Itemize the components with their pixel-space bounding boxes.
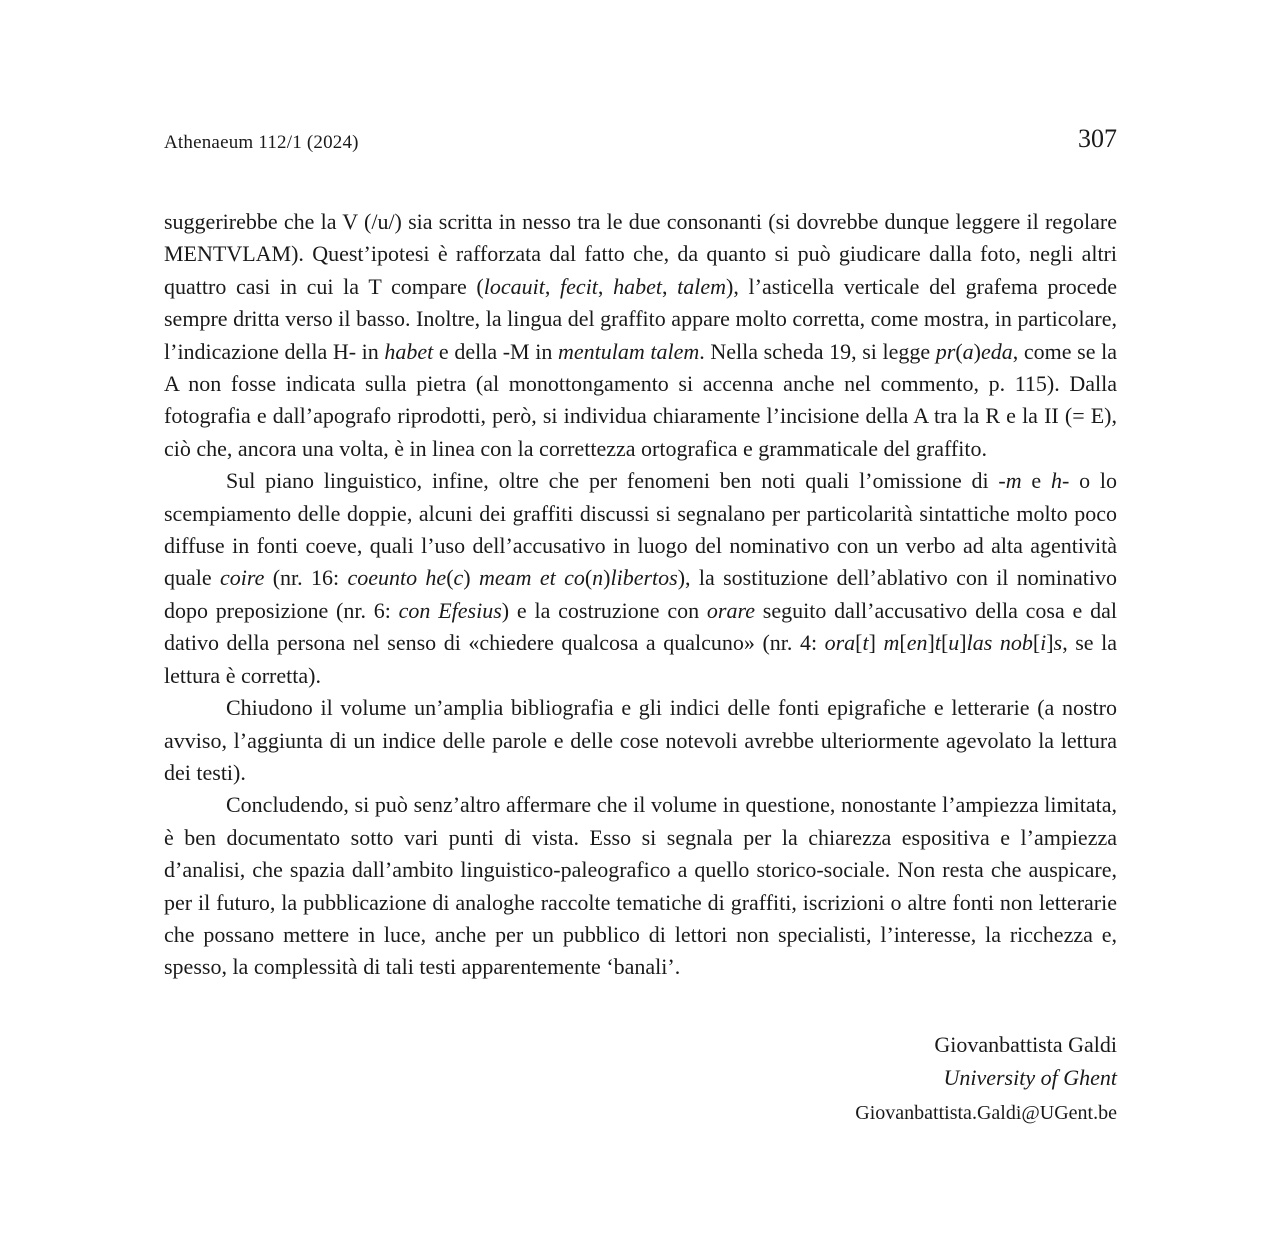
italic-run: talem <box>677 273 727 299</box>
paragraph-3 <box>164 692 1117 789</box>
italic-run: m <box>883 630 900 656</box>
italic-run: libertos <box>610 565 678 591</box>
page <box>164 120 1117 1130</box>
text-run: Sul piano linguistico, infine, oltre che per fenomeni ben noti quali l’omissione di - <box>226 468 1006 494</box>
italic-run: s <box>1053 630 1063 656</box>
signature-block <box>164 1028 1117 1130</box>
text-run: ] <box>868 630 884 656</box>
text-run: , come se la A non fosse indicata sulla pietra (al monottongamento si accenna anche nel commento, p. 115). Dalla fotografia e dall’apografo riprodotti, però, si individua chiaramente l’incisione della A tra la R e la II (= E), ciò che, ancora una volta, è in linea con la correttezza ortografica e grammaticale del graffito. <box>164 338 1117 461</box>
paragraph-2 <box>164 465 1117 692</box>
italic-run: coeunto he <box>347 565 447 591</box>
italic-run: n <box>592 565 604 591</box>
italic-run: con Efesius <box>398 597 502 623</box>
text-run: ( <box>446 565 454 591</box>
italic-run: i <box>1040 630 1047 656</box>
italic-run: habet <box>613 273 662 299</box>
paragraph-4 <box>164 789 1117 983</box>
italic-run: habet <box>384 338 434 364</box>
text-run: seguito dall’accusativo della cosa e dal dativo della persona nel senso di «chiedere qualcosa a qualcuno» (nr. 4: <box>164 597 1117 656</box>
text-run: . Nella scheda 19, si legge <box>699 338 936 364</box>
author-name: Giovanbattista Galdi <box>934 1031 1117 1057</box>
italic-run: fecit <box>560 273 598 299</box>
text-run: Chiudono il volume un’amplia bibliografia e gli indici delle fonti epigrafiche e letterarie (a nostro avviso, l’aggiunta di un indice delle parole e delle cose notevoli avrebbe ulteriormente agevolato la lettura dei testi). <box>164 695 1117 785</box>
text-run: ] <box>927 630 935 656</box>
text-run: ) <box>463 565 479 591</box>
italic-run: orare <box>706 597 755 623</box>
text-run: [ <box>899 630 907 656</box>
text-run: [ <box>1032 630 1041 656</box>
italic-run: locauit <box>483 273 545 299</box>
italic-run: eda <box>981 338 1013 364</box>
text-run: [ <box>855 630 863 656</box>
italic-run: h <box>1050 468 1062 494</box>
text-run: ) <box>973 338 981 364</box>
italic-run: las nob <box>966 630 1033 656</box>
text-run: ] <box>959 630 967 656</box>
italic-run: u <box>948 630 960 656</box>
italic-run: pr <box>935 338 956 364</box>
text-run: suggerirebbe che la V (/u/) sia scritta in nesso tra le due consonanti (si dovrebbe dunque leggere il regolare MENTVLAM). Quest’ipotesi è rafforzata dal fatto che, da quanto si può giudicare dalla foto, negli altri quattro casi in cui la T compare ( <box>164 209 1117 299</box>
italic-run: coire <box>219 565 265 591</box>
text-run: Concludendo, si può senz’altro affermare che il volume in questione, nonostante l’ampiezza limitata, è ben documentato sotto vari punti di vista. Esso si segnala per la chiarezza espositiva e l’ampiezza d’analisi, che spazia dall’ambito linguistico-paleografico a quello storico-sociale. Non resta che auspicare, per il futuro, la pubblicazione di analoghe raccolte tematiche di graffiti, iscrizioni o altre fonti non letterarie che possano mettere in luce, anche per un pubblico di lettori non specialisti, l’interesse, la ricchezza e, spesso, la complessità di tali testi apparentemente ‘banali’. <box>164 792 1117 980</box>
italic-run: t <box>934 630 941 656</box>
italic-run: c <box>453 565 464 591</box>
author-affiliation: University of Ghent <box>943 1064 1117 1090</box>
running-head <box>164 120 1117 164</box>
italic-run: a <box>962 338 974 364</box>
text-run: [ <box>940 630 949 656</box>
text-run: , se la lettura è corretta). <box>164 630 1117 688</box>
italic-run: mentulam talem <box>557 338 700 364</box>
italic-run: m <box>1005 468 1022 494</box>
text-run: ), la sostituzione dell’ablativo con il nominativo dopo preposizione (nr. 6: <box>164 565 1117 623</box>
italic-run: en <box>906 630 928 656</box>
text-run: ( <box>584 565 593 591</box>
author-email: Giovanbattista.Galdi@UGent.be <box>855 1101 1117 1124</box>
italic-run: t <box>862 630 869 656</box>
body-text <box>164 206 1117 984</box>
text-run: , <box>544 273 561 299</box>
text-run: e della -M in <box>433 338 558 364</box>
italic-run: ora <box>824 630 856 656</box>
text-run: , <box>597 273 614 299</box>
journal-title: Athenaeum 112/1 (2024) <box>164 132 359 153</box>
text-run: - o lo scempiamento delle doppie, alcuni dei graffiti discussi si segnalano per particolarità sintattiche molto poco diffuse in fonti coeve, quali l’uso dell’accusativo in luogo del nominativo con un verbo ad alta agentività quale <box>164 468 1117 591</box>
text-run: ), l’asticella verticale del grafema procede sempre dritta verso il basso. Inoltre, la lingua del graffito appare molto corretta, come mostra, in particolare, l’indicazione della H- in <box>164 273 1117 364</box>
text-run: ) e la costruzione con <box>501 597 707 623</box>
page-number: 307 <box>1078 124 1117 153</box>
text-run: ( <box>955 338 963 364</box>
text-run: e <box>1021 468 1051 494</box>
text-run: ] <box>1046 630 1054 656</box>
paragraph-1 <box>164 206 1117 465</box>
text-run: (nr. 16: <box>264 565 348 591</box>
italic-run: meam et co <box>478 565 585 591</box>
text-run: , <box>661 273 678 299</box>
text-run: ) <box>603 565 611 591</box>
